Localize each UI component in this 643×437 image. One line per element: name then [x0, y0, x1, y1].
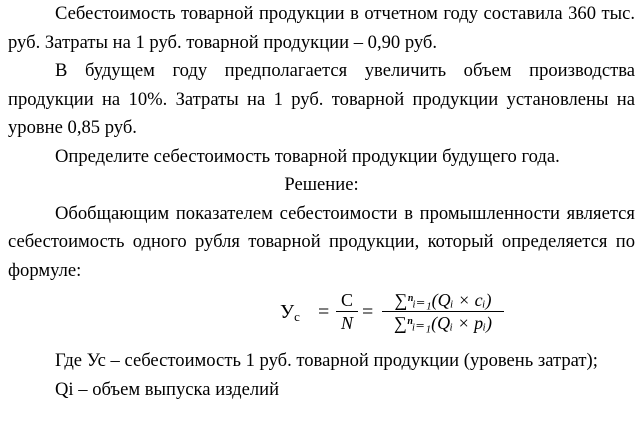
- paragraph-problem-statement: Себестоимость товарной продукции в отчетном году составила 360 тыс. руб. Затраты на 1 руб. товарной продукции – 0,90 руб.: [8, 3, 635, 53]
- cost-formula: [0, 289, 643, 345]
- paragraph-definition-uc: Где Ус – себестоимость 1 руб. товарной продукции (уровень затрат);: [55, 350, 598, 371]
- formula-fraction-c-over-n: [336, 289, 358, 334]
- fraction-sum-denominator: ∑ⁿᵢ₌₁(Qᵢ × pᵢ): [394, 313, 492, 334]
- formula-equals-1: =: [318, 301, 330, 323]
- fraction-sum-numerator: ∑ⁿᵢ₌₁(Qᵢ × cᵢ): [394, 290, 492, 310]
- paragraph-definition-qi: Qi – объем выпуска изделий: [55, 378, 280, 400]
- paragraph-question: Определите себестоимость товарной продукции будущего года.: [55, 145, 560, 167]
- formula-lhs: $У_с$: [280, 301, 300, 324]
- paragraph-explanation: Обобщающим показателем себестоимости в промышленности является себестоимость одного рубля товарной продукции, который определяется по формуле:: [8, 202, 635, 281]
- formula-fraction-sums: [382, 289, 504, 334]
- formula-equals-2: =: [362, 301, 374, 323]
- fraction-numerator: С: [340, 290, 353, 310]
- paragraph-future-plan: В будущем году предполагается увеличить объем производства продукции на 10%. Затраты на 1 руб. товарной продукции установлены на уровне 0,85 руб.: [8, 60, 635, 138]
- fraction-denominator: N: [340, 313, 353, 334]
- solution-heading: Решение:: [284, 174, 359, 195]
